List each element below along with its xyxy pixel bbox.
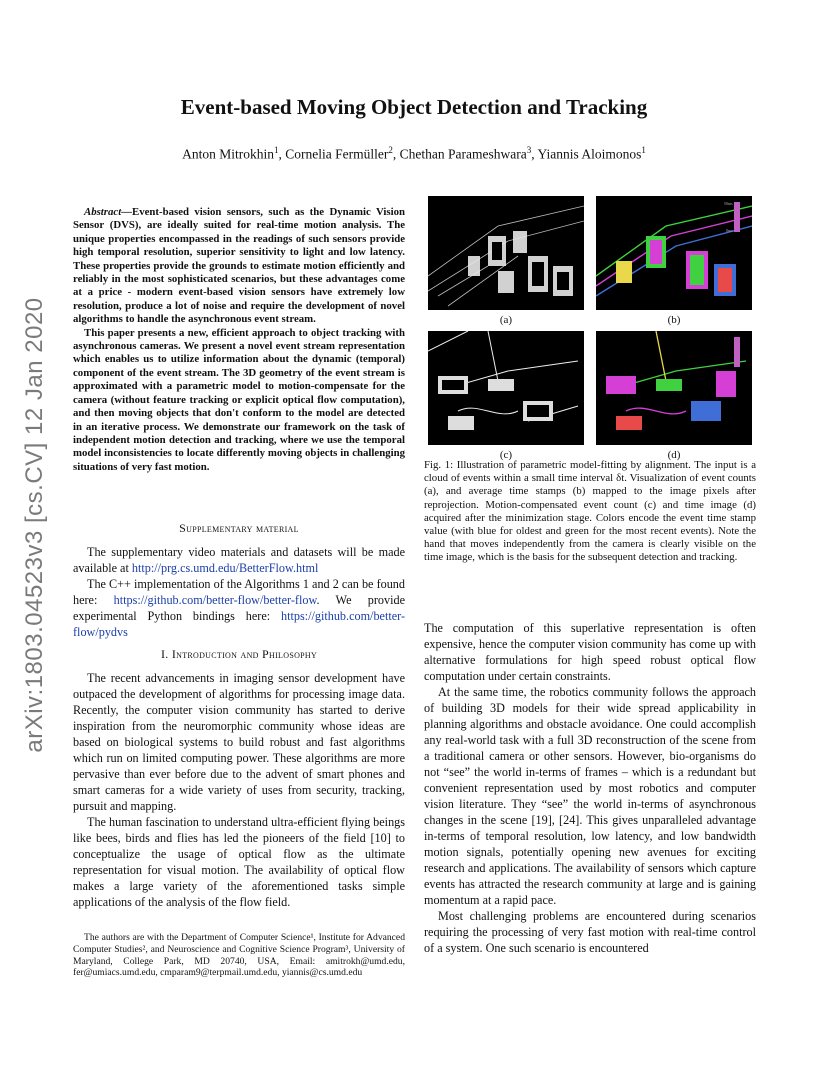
caption-text: Illustration of parametric model-fitting by alignment. The input is a cloud of events within a small time interval δt. Visualization of event counts (a), and average time stamps (b) mapped to the image pixels after reprojection. Motion-compensated event count (c) and time image (d) acquired after the minimization stage. Colors encode the event time stamp value (with blue for oldest and green for the most recent events). Note the hand that moves independently from the camera is clearly visible on the time image, which is the basis for the subsequent detection and tracking. [424,459,757,564]
abstract-paragraph: This paper presents a new, efficient approach to object tracking with asynchronous cameras. We present a novel event stream representation which enables us to utilize information about the dynamic (temporal) component of the event stream. The 3D geometry of the event stream is approximated with a parametric model to motion-compensate for the camera (without feature tracking or explicit optical flow computation), and then moving objects that don't conform to the model are detected in an iterative process. We demonstrate our framework on the task of independent motion detection and tracking, where we use the temporal model inconsistencies to locate differently moving objects in challenging situations of very fast motion. [73,326,405,473]
author-affil: 1 [274,145,279,155]
abstract-paragraph [73,206,405,327]
abstract-label: Abstract— [84,206,132,218]
footnote-text: The authors are with the Department of Computer Science¹, Institute for Advanced Computer Studies², and Neuroscience and Cognitive Science Program³, University of Maryland, College Park, MD 20740, USA, Email: amitrokh@umd.edu, fer@umiacs.umd.edu, cmparam9@terpmail.umd.edu, yiannis@cs.umd.edu [73,932,405,979]
author-list: Anton Mitrokhin$^1$, Cornelia Fermüller$^2$, Chethan Parameshwara$^3$, Yiannis Aloimonos$^1$ [182,145,646,162]
author-name: Yiannis Aloimonos [537,146,642,162]
body-paragraph: Most challenging problems are encountered during scenarios requiring the processing of very fast motion with real-time control of a system. One such scenario is encountered [424,909,756,955]
figure-panel-d [596,331,752,445]
author-affil: 1 [641,145,646,155]
arxiv-id: arXiv:1803.04523v3 [cs.CV] 12 Jan 2020 [21,297,48,753]
figure-label-c: (c) [499,449,513,461]
body-paragraph: At the same time, the robotics community follows the approach of building 3D models for their wide spread applicability in planning algorithms and obstacle avoidance. One could accomplish any real-world task with a full 3D reconstruction of the scene from a traditional camera or other sensors. However, bio-organisms do not “see” the world in-terms of frames – which is a redundant but convenient representation used by most robotics and computer vision literature. They “see” the world in-terms of asynchronous changes in the scene [19], [24]. This gives unparalleled advantage in-terms of temporal resolution, low latency, and low bandwidth motion signals, potentially opening new avenues for exciting research and applications. The availability of sensors which capture events has attracted the research community at large and is gaining momentum at a rapid pace. [424,685,756,907]
supplementary-section [73,510,405,640]
legend-bottom-label: 0ms [726,228,733,233]
legend-top-label: 50ms [724,201,733,206]
figure-panel-b [596,196,752,310]
figure-label-a: (a) [499,314,513,326]
footnote [73,932,405,979]
figure-panel-c [428,331,584,445]
time-image [596,196,752,310]
figure-label-d: (d) [667,449,681,461]
pydvs-link[interactable]: https://github.com/better-flow/pydvs [73,609,405,639]
compensated-count-image [428,331,584,445]
figure-panel-a [428,196,584,310]
body-paragraph: The computation of this superlative representation is often expensive, hence the computer vision community has come up with alternative formulations for high speed robust optical flow computation under certain constraints. [424,621,756,683]
caption-label: Fig. 1: [424,459,454,471]
body-paragraph [73,544,405,576]
author-name: Anton Mitrokhin [182,146,275,162]
abstract-text: Event-based vision sensors, such as the Dynamic Vision Sensor (DVS), are ideally suited for real-time motion analysis. The unique properties encompassed in the readings of such sensors provide high temporal resolution, superior sensitivity to light and low latency. These properties provide the grounds to estimate motion efficiently and reliably in the most sophisticated scenarios, but these advantages come at a price - modern event-based vision sensors have extremely low resolution, produce a lot of noise and require the development of novel algorithms to handle the asynchronous event stream. [73,206,405,326]
body-text: The supplementary video materials and datasets will be made available at [73,545,405,575]
author-name: Cornelia Fermüller [285,146,389,162]
body-text: The C++ implementation of the Algorithms 1 and 2 can be found here: [73,577,405,607]
body-paragraph [73,576,405,640]
author-name: Chethan Parameshwara [399,146,527,162]
intro-section [73,636,405,910]
author-affil: 3 [526,145,532,155]
body-paragraph: The recent advancements in imaging sensor development have outpaced the development of algorithms for processing image data. Recently, the computer vision community has started to derive inspiration from the neuromorphic community whose ideas are based on biological systems to build robust and fast algorithms which run on limited computing power. These algorithms are more pervasive than ever before due to the advent of smart phones and smart cameras for a wide variety of uses from security, tracking, pursuit and mapping. [73,671,405,813]
event-count-image [428,196,584,310]
body-text: . We provide experimental Python bindings here: [73,593,405,623]
body-paragraph: The human fascination to understand ultra-efficient flying beings like bees, birds and flies has led the pioneers of the field [10] to conceptualize the usage of optical flow as the ultimate representation for visual motion. The availability of optical flow makes a large variety of the aforementioned tasks simple applications of the analysis of the flow field. [73,815,405,909]
section-heading: Supplementary material [179,521,299,535]
paper-title: Event-based Moving Object Detection and Tracking [180,95,648,119]
compensated-time-image [596,331,752,445]
section-heading: I. Introduction and Philosophy [160,647,318,661]
author-affil: 2 [388,145,393,155]
figure-1 [424,196,764,466]
figure-label-b: (b) [667,314,681,326]
github-link[interactable]: https://github.com/better-flow/better-flow [113,593,317,607]
abstract [73,206,405,474]
figure-caption [424,459,756,565]
arxiv-stamp [10,290,60,760]
project-link[interactable]: http://prg.cs.umd.edu/BetterFlow.html [131,561,319,575]
right-column-text [424,620,756,956]
